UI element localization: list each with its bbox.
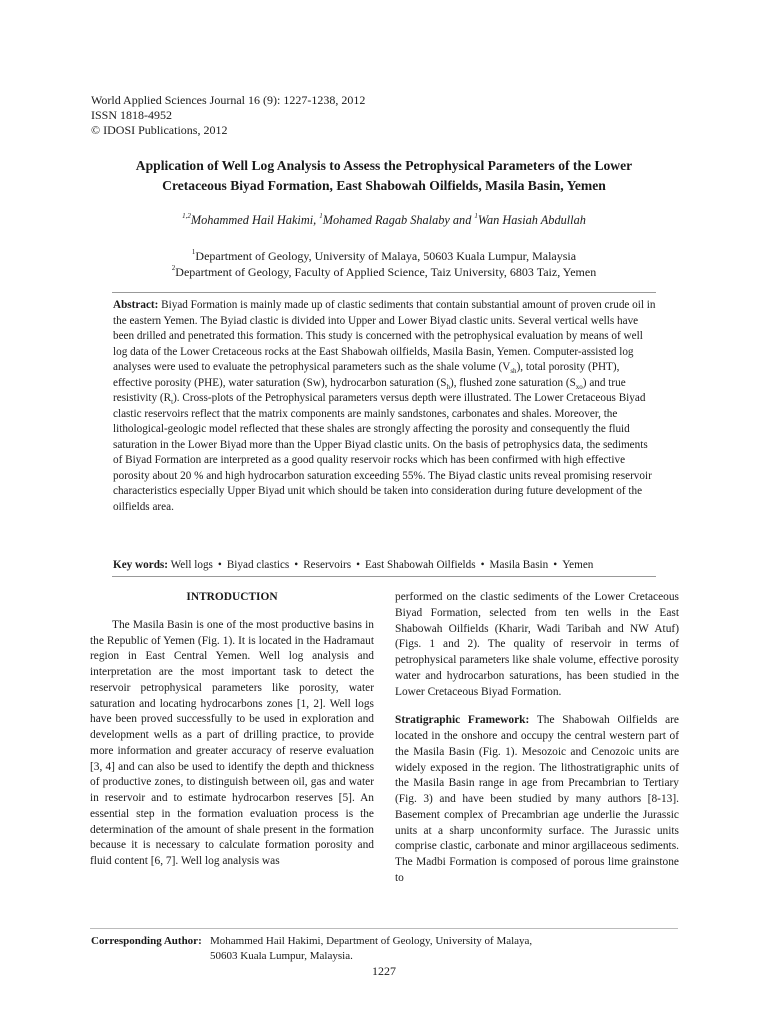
keywords-label: Key words: xyxy=(113,559,168,571)
journal-header xyxy=(91,93,365,138)
keyword-separator: • xyxy=(294,559,299,571)
keyword: Reservoirs xyxy=(303,559,352,571)
introduction-continuation: performed on the clastic sediments of the Lower Cretaceous Biyad Formation, selected from ten wells in the East Shabowah Oilfields (Kharir, Wadi Taribah and NW Atuf) (Figs. 1 and 2). The quality of reservoir in terms of petrophysical parameters like shale volume, effective porosity water and hydrocarbon saturations, has been studied in the Lower Cretaceous Biyad Formation. xyxy=(395,591,679,698)
paper-title xyxy=(80,156,688,195)
left-column xyxy=(90,590,374,870)
page-number: 1227 xyxy=(372,964,396,978)
stratigraphic-paragraph xyxy=(395,713,679,886)
author-1: Mohammed Hail Hakimi, xyxy=(190,213,317,227)
keyword: East Shabowah Oilfields xyxy=(364,559,476,571)
keyword: Masila Basin xyxy=(489,559,549,571)
affiliation-1-text: Department of Geology, University of Malaya, 50603 Kuala Lumpur, Malaysia xyxy=(195,249,577,263)
introduction-paragraph: The Masila Basin is one of the most productive basins in the Republic of Yemen (Fig. 1). It is located in the Hadramaut region in East Central Yemen. Well log analysis and interpretation are the most important task to detect the reservoir petrophysical parameters like porosity, water saturation and locating hydrocarbons zones [1, 2]. Well logs have been proved successfully to be used in exploration and development wells as a part of drilling practice, to provide more information and greater accuracy of reserve evaluation [3, 4] and can also be used to identify the depth and thickness of productive zones, to distinguish between oil, gas and water in reservoir and to estimate hydrocarbon reserves [5]. An essential step in the formation evaluation process is the determination of the amount of shale present in the formation because it is necessary to calculate formation porosity and fluid content [6, 7]. Well log analysis was xyxy=(90,618,374,867)
affiliation-2-marker: 2 xyxy=(171,264,176,272)
abstract-sub-sh: sh xyxy=(510,367,517,376)
stratigraphic-text: The Shabowah Oilfields are located in the onshore and occupy the central western part of the Masila Basin (Fig. 1). Mesozoic and Cenozoic units are widely exposed in the region. The lithostratigraphic units of the Masila Basin range in age from Precambrian to Tertiary (Fig. 3) and have been studied by many authors [8-13]. Basement complex of Precambrian age underlie the Jurassic units at a sharp unconformity surface. The Jurassic units comprise clastic, carbonate and minor argillaceous sediments. The Madbi Formation is composed of porous lime grainstone to xyxy=(395,714,679,884)
keyword-separator: • xyxy=(217,559,222,571)
abstract-text-5: ). Cross-plots of the Petrophysical parameters versus depth were illustrated. The Lower Cretaceous Biyad clastic reservoirs reflect that the matrix components are mainly sandstones, carbonates and shales. Moreover, the lithological-geologic model reflected that these shales are strongly affecting the porosity and consequently the fluid saturation in the Lower Biyad more than the Upper Biyad clastic units. On the basis of petrophysics data, the sediments of Biyad Formation are interpreted as a good quality reservoir rocks which has been confirmed with high effective porosity about 20 % and high hydrocarbon saturation exceeding 55%. The Biyad clastic units reveal promising reservoir characteristics especially Upper Biyad unit which should be taken into consideration during future development of the oilfields area. xyxy=(113,392,652,513)
affiliation-2 xyxy=(80,264,688,280)
keyword-separator: • xyxy=(553,559,558,571)
abstract-sub-h: h xyxy=(446,382,450,391)
keyword: Biyad clastics xyxy=(226,559,290,571)
journal-issn: ISSN 1818-4952 xyxy=(91,108,173,122)
abstract-top-rule xyxy=(112,292,656,293)
keyword-separator: • xyxy=(356,559,360,571)
author-conjunction: and xyxy=(449,213,475,227)
corresponding-author-line-1: Mohammed Hail Hakimi, Department of Geology, University of Malaya, xyxy=(210,935,533,947)
author-3: Wan Hasiah Abdullah xyxy=(477,213,586,227)
abstract-sub-t: t xyxy=(171,398,174,407)
author-2: Mohamed Ragab Shalaby xyxy=(322,213,450,227)
abstract-bottom-rule xyxy=(112,576,656,577)
abstract-text-4: ) and true resistivity (R xyxy=(113,376,626,404)
author-1-marker: 1,2 xyxy=(182,211,191,220)
abstract-sub-xo: xo xyxy=(575,382,583,391)
journal-citation: World Applied Sciences Journal 16 (9): 1227-1238, 2012 xyxy=(91,93,366,107)
right-column xyxy=(395,590,679,887)
author-list xyxy=(80,213,688,228)
keyword-separator: • xyxy=(480,559,485,571)
abstract-text-2: ), total porosity (PHT), effective porosity (PHE), water saturation (Sw), hydrocarbon saturation (S xyxy=(113,361,620,389)
title-line-2: Cretaceous Biyad Formation, East Shabowah Oilfields, Masila Basin, Yemen xyxy=(162,177,606,193)
abstract-label: Abstract: xyxy=(113,299,159,311)
affiliation-2-text: Department of Geology, Faculty of Applied Science, Taiz University, 6803 Taiz, Yemen xyxy=(175,265,597,279)
keyword: Yemen xyxy=(562,559,594,571)
abstract-text-3: ), flushed zone saturation (S xyxy=(449,376,576,389)
affiliation-1 xyxy=(80,248,688,264)
corresponding-author xyxy=(91,934,532,964)
corresponding-author-line-2: 50603 Kuala Lumpur, Malaysia. xyxy=(210,950,353,962)
keywords xyxy=(113,558,656,573)
author-3-marker: 1 xyxy=(474,211,478,220)
abstract-text-1: Biyad Formation is mainly made up of clastic sediments that contain substantial amount of proven crude oil in the eastern Yemen. The Byiad clastic is divided into Upper and Lower Biyad clastic units. Several vertical wells have been drilled and penetrated this formation. This study is concerned with the petrophysical evaluation by means of well log data of the Lower Cretaceous rocks at the East Shabowah oilfields, Masila Basin, Yemen. Computer-assisted log analyses were used to evaluate the petrophysical parameters such as the shale volume (V xyxy=(113,299,656,373)
introduction-heading: INTRODUCTION xyxy=(186,591,278,603)
affiliation-1-marker: 1 xyxy=(191,248,196,256)
corresponding-author-label: Corresponding Author: xyxy=(91,935,202,947)
abstract xyxy=(113,298,656,515)
paragraph-gap xyxy=(395,700,679,713)
journal-copyright: © IDOSI Publications, 2012 xyxy=(91,123,228,137)
author-2-marker: 1 xyxy=(319,211,323,220)
affiliations xyxy=(80,248,688,280)
stratigraphic-heading: Stratigraphic Framework: xyxy=(395,714,530,727)
keyword: Well logs xyxy=(170,559,213,571)
footer-rule xyxy=(90,928,678,929)
title-line-1: Application of Well Log Analysis to Assess the Petrophysical Parameters of the Lower xyxy=(135,158,633,173)
